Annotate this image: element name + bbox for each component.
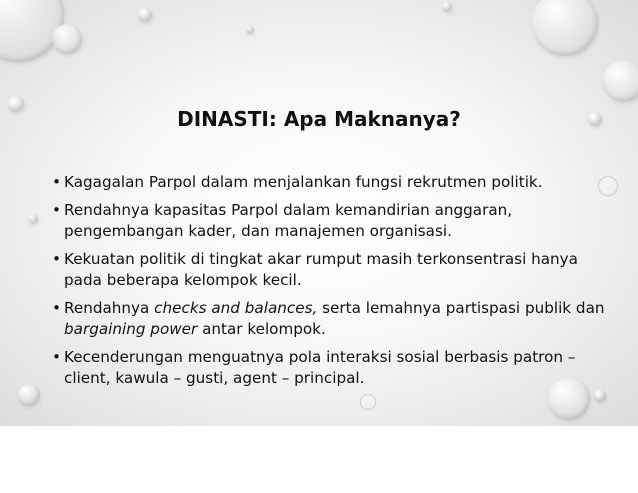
bullet-italic-term: checks and balances,	[154, 299, 318, 317]
bullet-text: Kekuatan politik di tingkat akar rumput masih terkonsentrasi hanya pada beberapa kelompok kecil.	[64, 250, 578, 289]
bullet-item	[52, 298, 612, 340]
water-drop-decoration	[18, 384, 40, 406]
bullet-text-segment: antar kelompok.	[197, 320, 326, 338]
water-drop-decoration	[603, 60, 638, 102]
bullet-text: Rendahnya kapasitas Parpol dalam kemandirian anggaran, pengembangan kader, dan manajemen organisasi.	[64, 201, 513, 240]
water-drop-decoration	[442, 2, 452, 12]
bullet-item	[52, 347, 612, 389]
bullet-italic-term: bargaining power	[64, 320, 198, 338]
bullet-text-segment: serta lemahnya partispasi publik dan	[317, 299, 605, 317]
bullet-dot: •	[52, 299, 61, 317]
bullet-list	[52, 172, 612, 396]
slide-title: DINASTI: Apa Maknanya?	[177, 107, 461, 131]
bullet-text: Kecenderungan menguatnya pola interaksi sosial berbasis patron – client, kawula – gusti, agent – principal.	[64, 348, 576, 387]
bullet-dot: •	[52, 201, 61, 219]
water-drop-decoration	[138, 8, 152, 22]
bullet-item	[52, 249, 612, 291]
bullet-item	[52, 172, 612, 193]
bullet-dot: •	[52, 348, 61, 366]
bullet-text: Kagagalan Parpol dalam menjalankan fungsi rekrutmen politik.	[64, 173, 543, 191]
bullet-text-segment: Rendahnya	[64, 299, 155, 317]
bullet-dot: •	[52, 173, 61, 191]
bullet-dot: •	[52, 250, 61, 268]
water-drop-decoration	[28, 214, 38, 224]
water-drop-decoration	[532, 0, 598, 56]
bullet-item	[52, 200, 612, 242]
water-drop-decoration	[52, 24, 82, 54]
water-drop-decoration	[246, 26, 254, 34]
water-ring-decoration	[360, 394, 376, 410]
